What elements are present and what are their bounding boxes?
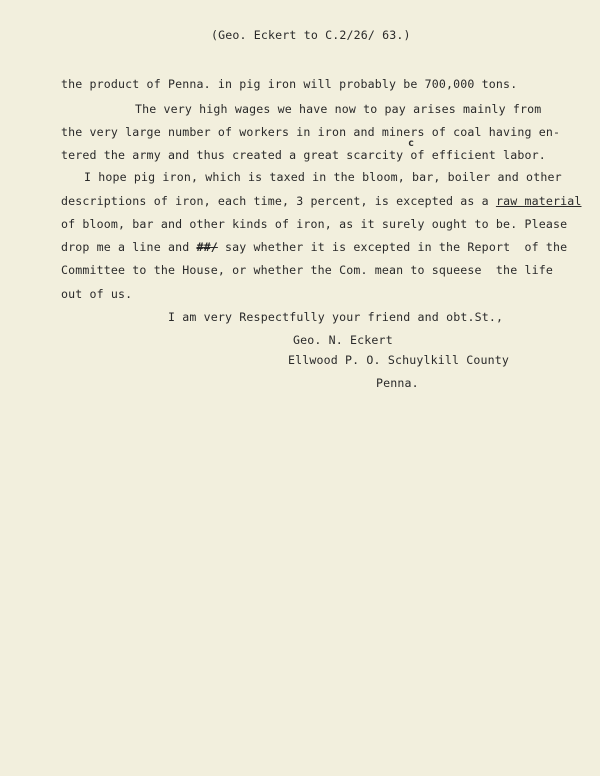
body-line-3: the very large number of workers in iron and miners of coal having en-	[61, 125, 561, 139]
body-line-9: Committee to the House, or whether the Com. mean to squeese the life	[61, 263, 553, 277]
body-line-8	[61, 242, 567, 254]
document-reference: (Geo. Eckert to C.2/26/ 63.)	[211, 28, 411, 42]
body-line-5: I hope pig iron, which is taxed in the bloom, bar, boiler and other	[84, 170, 562, 184]
struck-out-text: ##/	[196, 240, 218, 254]
signature-name: Geo. N. Eckert	[293, 333, 393, 347]
body-line-1: the product of Penna. in pig iron will probably be 700,000 tons.	[61, 77, 518, 91]
body-line-10: out of us.	[61, 287, 133, 301]
handwritten-insert: c	[408, 138, 415, 149]
body-line-8-start: drop me a line and	[61, 240, 197, 254]
body-line-7: of bloom, bar and other kinds of iron, as it surely ought to be. Please	[61, 217, 568, 231]
signature-address: Ellwood P. O. Schuylkill County	[288, 353, 510, 367]
body-line-6	[61, 196, 582, 208]
body-line-4: tered the army and thus created a great scarcity of efficient labor.	[61, 148, 546, 162]
closing-salutation: I am very Respectfully your friend and obt.St.,	[168, 310, 504, 324]
body-line-2: The very high wages we have now to pay arises mainly from	[135, 102, 542, 116]
underlined-phrase: raw material	[495, 194, 582, 208]
body-line-8-end: say whether it is excepted in the Report of the	[217, 240, 568, 254]
signature-state: Penna.	[376, 376, 419, 390]
body-line-6-text: descriptions of iron, each time, 3 percent, is excepted as a	[61, 194, 496, 208]
